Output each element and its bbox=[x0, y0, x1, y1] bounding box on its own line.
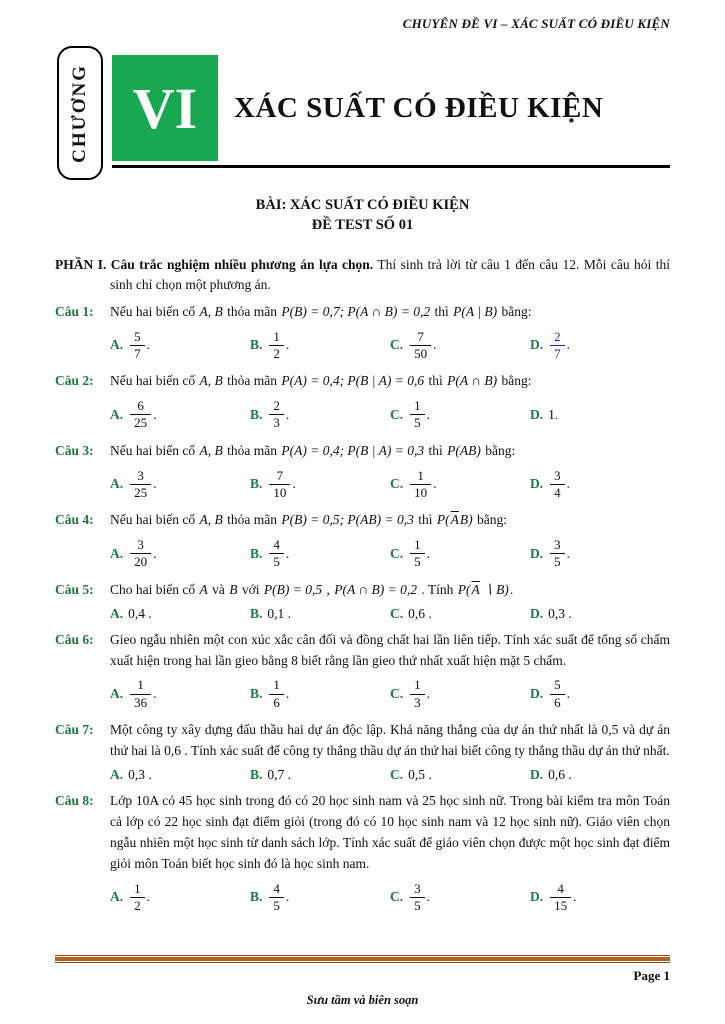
question-label: Câu 2: bbox=[55, 373, 94, 389]
chapter-banner bbox=[57, 46, 670, 180]
option-value bbox=[267, 880, 289, 916]
answer-option bbox=[110, 880, 250, 916]
option-label: B. bbox=[250, 605, 263, 621]
text-run: bằng: bbox=[473, 512, 508, 528]
fraction: $\frac{1}{36}$ bbox=[130, 678, 151, 710]
answer-option bbox=[110, 536, 250, 572]
option-label: C. bbox=[390, 476, 404, 492]
fraction: $\frac{1}{2}$ bbox=[269, 330, 284, 362]
text-run: Nếu hai biến cố bbox=[110, 303, 199, 319]
option-label: A. bbox=[110, 889, 124, 905]
answer-option bbox=[250, 676, 390, 712]
answer-option bbox=[390, 397, 530, 433]
fraction: $\frac{3}{5}$ bbox=[410, 882, 425, 914]
option-value bbox=[548, 407, 558, 423]
answer-option bbox=[530, 767, 670, 783]
answer-option bbox=[110, 676, 250, 712]
question-row bbox=[55, 371, 670, 433]
question-stem bbox=[110, 580, 670, 601]
answer-option bbox=[530, 328, 670, 364]
text-run: . bbox=[433, 337, 437, 353]
answer-option bbox=[250, 467, 390, 503]
answer-option bbox=[250, 606, 390, 622]
text-run: 0,6 . bbox=[548, 766, 572, 782]
lesson-subtitle bbox=[55, 196, 670, 235]
question-label: Câu 5: bbox=[55, 581, 94, 597]
title-underline bbox=[112, 165, 670, 168]
answer-option bbox=[390, 676, 530, 712]
chapter-label: CHƯƠNG bbox=[69, 63, 90, 163]
text-run: . bbox=[554, 406, 559, 422]
question-row bbox=[55, 580, 670, 622]
fraction: $\frac{5}{6}$ bbox=[550, 678, 565, 710]
option-value bbox=[128, 536, 156, 572]
footer-rule bbox=[55, 955, 670, 963]
text-run: . bbox=[426, 686, 430, 702]
math-expression: P(A) = 0,4; P(B | A) = 0,3 bbox=[281, 442, 425, 458]
text-run: thỏa mãn bbox=[223, 303, 281, 319]
answer-option bbox=[390, 536, 530, 572]
answer-option bbox=[530, 880, 670, 916]
option-label: C. bbox=[390, 889, 404, 905]
math-expression: A, B bbox=[199, 303, 223, 319]
text-run: . bbox=[146, 337, 150, 353]
option-label: C. bbox=[390, 605, 404, 621]
option-value bbox=[548, 328, 570, 364]
question-label: Câu 1: bbox=[55, 303, 94, 319]
text-run: 0,4 . bbox=[128, 605, 152, 621]
option-label: D. bbox=[530, 766, 544, 782]
answer-option bbox=[110, 328, 250, 364]
option-value bbox=[548, 606, 572, 622]
math-expression: A, B bbox=[199, 373, 223, 389]
option-value bbox=[548, 767, 572, 783]
question-row bbox=[55, 720, 670, 783]
answer-option bbox=[390, 767, 530, 783]
answer-option bbox=[250, 767, 390, 783]
option-value bbox=[128, 676, 156, 712]
math-expression: A, B bbox=[199, 512, 223, 528]
text-run: . bbox=[426, 406, 430, 422]
text-run: . bbox=[509, 581, 514, 597]
option-value bbox=[267, 467, 295, 503]
math-expression: P( bbox=[457, 581, 471, 597]
question-label: Câu 7: bbox=[55, 722, 94, 738]
text-run: với bbox=[238, 581, 263, 597]
option-value bbox=[548, 676, 570, 712]
math-expression: P(B) = 0,7; P(A ∩ B) = 0,2 bbox=[281, 303, 431, 319]
text-run: . bbox=[426, 889, 430, 905]
text-run: . bbox=[426, 545, 430, 561]
option-label: D. bbox=[530, 889, 544, 905]
option-label: C. bbox=[390, 545, 404, 561]
fraction: $\frac{4}{5}$ bbox=[269, 538, 284, 570]
option-value bbox=[408, 606, 432, 622]
math-expression: A, B bbox=[199, 442, 223, 458]
math-expression: P(AB) bbox=[447, 442, 481, 458]
text-run: 0,1 . bbox=[267, 605, 292, 621]
question-stem bbox=[110, 371, 670, 392]
fraction: $\frac{2}{3}$ bbox=[269, 399, 284, 431]
answer-option bbox=[390, 467, 530, 503]
fraction: $\frac{6}{25}$ bbox=[130, 399, 151, 431]
part-heading-bold: PHẦN I. Câu trắc nghiệm nhiều phương án lựa chọn. bbox=[55, 257, 374, 273]
text-run: . bbox=[566, 476, 570, 492]
fraction: $\frac{5}{7}$ bbox=[130, 330, 145, 362]
fraction: $\frac{1}{5}$ bbox=[410, 399, 425, 431]
answer-option bbox=[530, 407, 670, 423]
math-expression: P(B) = 0,5; P(AB) = 0,3 bbox=[281, 512, 414, 528]
banner-main bbox=[112, 46, 670, 168]
options-row bbox=[110, 880, 670, 916]
option-label: A. bbox=[110, 545, 124, 561]
fraction: $\frac{1}{3}$ bbox=[410, 678, 425, 710]
option-label: A. bbox=[110, 766, 124, 782]
option-value bbox=[267, 676, 289, 712]
option-label: A. bbox=[110, 476, 124, 492]
math-expression: B bbox=[229, 581, 238, 597]
option-value bbox=[408, 397, 430, 433]
answer-option bbox=[110, 767, 250, 783]
answer-option bbox=[390, 328, 530, 364]
option-value bbox=[128, 397, 156, 433]
option-label: D. bbox=[530, 337, 544, 353]
math-expression: P(A ∩ B) bbox=[447, 373, 498, 389]
answer-option bbox=[250, 328, 390, 364]
page-footer bbox=[55, 955, 670, 1008]
question-label: Câu 4: bbox=[55, 512, 94, 528]
answer-option bbox=[530, 606, 670, 622]
option-value bbox=[408, 676, 430, 712]
text-run: . bbox=[566, 686, 570, 702]
fraction: $\frac{1}{10}$ bbox=[410, 469, 431, 501]
text-run: . Tính bbox=[417, 581, 457, 597]
option-value bbox=[267, 536, 289, 572]
math-expression: P(A ∩ B) = 0,2 bbox=[334, 581, 417, 597]
option-value bbox=[408, 880, 430, 916]
option-value bbox=[408, 467, 436, 503]
text-run: . bbox=[285, 889, 290, 905]
text-run: . bbox=[153, 545, 157, 561]
option-label: B. bbox=[250, 545, 263, 561]
option-value bbox=[267, 767, 291, 783]
text-run: . bbox=[573, 889, 577, 905]
option-label: D. bbox=[530, 605, 544, 621]
option-value bbox=[408, 767, 432, 783]
text-run: . bbox=[153, 476, 157, 492]
answer-option bbox=[390, 880, 530, 916]
text-run: . bbox=[285, 337, 290, 353]
fraction: $\frac{3}{5}$ bbox=[550, 538, 565, 570]
option-label: D. bbox=[530, 545, 544, 561]
option-label: C. bbox=[390, 686, 404, 702]
test-number: ĐỀ TEST SỐ 01 bbox=[311, 216, 414, 233]
text-run: . bbox=[566, 337, 570, 353]
option-label: A. bbox=[110, 406, 124, 422]
option-label: B. bbox=[250, 476, 263, 492]
option-value bbox=[128, 467, 156, 503]
question-row bbox=[55, 302, 670, 364]
option-value bbox=[548, 880, 576, 916]
option-value bbox=[128, 328, 150, 364]
option-value bbox=[267, 328, 289, 364]
answer-option bbox=[110, 467, 250, 503]
question-label: Câu 8: bbox=[55, 792, 94, 808]
fraction: $\frac{7}{50}$ bbox=[410, 330, 431, 362]
option-label: B. bbox=[250, 337, 263, 353]
math-expression: P(A) = 0,4; P(B | A) = 0,6 bbox=[281, 373, 425, 389]
text-run: , bbox=[323, 581, 334, 597]
text-run: Nếu hai biến cố bbox=[110, 512, 199, 528]
text-run: Gieo ngẫu nhiên một con xúc xắc cân đối và đồng chất hai lần liên tiếp. Tính xác suất để tổng số chấm xuất hiện trong hai lần gieo bằng 8 biết rằng lần gieo thứ nhất xuất hiện mặt 5 chấm. bbox=[110, 631, 670, 668]
option-value bbox=[548, 536, 570, 572]
option-value bbox=[408, 328, 436, 364]
answer-option bbox=[110, 397, 250, 433]
text-run: . bbox=[292, 476, 296, 492]
text-run: 1 bbox=[548, 406, 555, 422]
text-run: thì bbox=[425, 373, 447, 389]
option-value bbox=[128, 767, 152, 783]
options-row bbox=[110, 536, 670, 572]
option-label: B. bbox=[250, 889, 263, 905]
option-label: B. bbox=[250, 686, 263, 702]
answer-option bbox=[250, 880, 390, 916]
option-label: D. bbox=[530, 476, 544, 492]
text-run: Cho hai biến cố bbox=[110, 581, 199, 597]
options-row bbox=[110, 606, 670, 622]
text-run: . bbox=[566, 545, 570, 561]
text-run: . bbox=[433, 476, 437, 492]
text-run: Lớp 10A có 45 học sinh trong đó có 20 học sinh nam và 25 học sinh nữ. Trong bài kiểm tra môn Toán cả lớp có 22 học sinh đạt điểm giỏi (trong đó có 10 học sinh nam và 12 học sinh nữ). Giáo viên chọn ngẫu nhiên một học sinh từ danh sách lớp. Tính xác suất để giáo viên chọn được một học sinh đạt điểm giỏi môn Toán biết học sinh đó là học sinh nam. bbox=[110, 792, 670, 871]
running-header: CHUYÊN ĐỀ VI – XÁC SUẤT CÓ ĐIỀU KIỆN bbox=[402, 16, 670, 31]
options-row bbox=[110, 397, 670, 433]
math-expression: A bbox=[199, 581, 208, 597]
option-value bbox=[408, 536, 430, 572]
answer-option bbox=[530, 536, 670, 572]
fraction: $\frac{3}{4}$ bbox=[550, 469, 565, 501]
option-label: A. bbox=[110, 337, 124, 353]
credit-line: Sưu tầm và biên soạn bbox=[306, 993, 419, 1007]
question-label: Câu 6: bbox=[55, 631, 94, 647]
option-label: C. bbox=[390, 337, 404, 353]
fraction: $\frac{3}{25}$ bbox=[130, 469, 151, 501]
fraction: $\frac{3}{20}$ bbox=[130, 538, 151, 570]
question-stem bbox=[110, 510, 670, 531]
math-expression: P(A | B) bbox=[453, 303, 498, 319]
text-run: . bbox=[285, 686, 290, 702]
fraction: $\frac{1}{6}$ bbox=[269, 678, 284, 710]
question-stem bbox=[110, 720, 670, 762]
option-label: C. bbox=[390, 406, 404, 422]
options-row bbox=[110, 676, 670, 712]
question-row bbox=[55, 441, 670, 503]
text-run: Một công ty xây dựng đấu thầu hai dự án độc lập. Khả năng thắng của dự án thứ nhất là 0,5 và dự án thứ hai là 0,6 . Tính xác suất để công ty thắng thầu dự án thứ hai biết công ty thắng thầu dự án thứ nhất. bbox=[110, 722, 670, 758]
question-stem bbox=[110, 302, 670, 323]
question-row bbox=[55, 510, 670, 572]
text-run: thỏa mãn bbox=[223, 512, 281, 528]
text-run: Nếu hai biến cố bbox=[110, 442, 199, 458]
text-run: thỏa mãn bbox=[223, 442, 281, 458]
answer-option bbox=[390, 606, 530, 622]
answer-option bbox=[530, 467, 670, 503]
options-row bbox=[110, 328, 670, 364]
fraction: $\frac{4}{15}$ bbox=[550, 882, 571, 914]
overline-math: $\overline{A}$ bbox=[450, 512, 459, 528]
option-label: D. bbox=[530, 406, 544, 422]
option-value bbox=[548, 467, 570, 503]
chapter-number-badge: VI bbox=[112, 55, 218, 161]
question-stem bbox=[110, 441, 670, 462]
text-run: . bbox=[153, 406, 157, 422]
option-label: C. bbox=[390, 766, 404, 782]
question-list bbox=[55, 302, 670, 916]
option-value bbox=[267, 606, 291, 622]
math-expression: P( bbox=[436, 512, 450, 528]
question-label: Câu 3: bbox=[55, 442, 94, 458]
option-label: B. bbox=[250, 406, 263, 422]
text-run: 0,7 . bbox=[267, 766, 292, 782]
question-stem bbox=[110, 791, 670, 875]
page-number: Page 1 bbox=[633, 968, 670, 983]
option-label: A. bbox=[110, 605, 124, 621]
text-run: bằng: bbox=[481, 442, 516, 458]
text-run: . bbox=[153, 686, 157, 702]
option-label: D. bbox=[530, 686, 544, 702]
option-value bbox=[128, 606, 152, 622]
text-run: . bbox=[285, 545, 290, 561]
question-stem bbox=[110, 630, 670, 672]
text-run: thì bbox=[414, 512, 436, 528]
fraction: $\frac{1}{5}$ bbox=[410, 538, 425, 570]
question-row bbox=[55, 630, 670, 712]
text-run: bằng: bbox=[498, 373, 532, 389]
fraction: $\frac{2}{7}$ bbox=[550, 330, 565, 362]
text-run: Nếu hai biến cố bbox=[110, 373, 199, 389]
fraction: $\frac{4}{5}$ bbox=[269, 882, 284, 914]
option-label: B. bbox=[250, 766, 263, 782]
answer-option bbox=[530, 676, 670, 712]
part-heading-rest: Thí sinh trả lời từ câu 1 đến câu 12. Mỗi câu hỏi thí sinh chỉ chọn một phương án. bbox=[110, 257, 671, 293]
chapter-box bbox=[57, 46, 103, 180]
text-run: . bbox=[146, 889, 150, 905]
answer-option bbox=[110, 606, 250, 622]
text-run: thì bbox=[425, 442, 447, 458]
question-row bbox=[55, 791, 670, 915]
overline-math: $\overline{A}$ bbox=[471, 581, 480, 597]
page-title: XÁC SUẤT CÓ ĐIỀU KIỆN bbox=[234, 91, 604, 124]
text-run: 0,3 . bbox=[128, 766, 152, 782]
options-row bbox=[110, 467, 670, 503]
text-run: 0,3 . bbox=[548, 605, 572, 621]
text-run: 0,6 . bbox=[408, 605, 432, 621]
math-expression: ∖ B) bbox=[480, 581, 509, 597]
part-heading bbox=[55, 255, 670, 296]
math-expression: P(B) = 0,5 bbox=[263, 581, 323, 597]
text-run: thì bbox=[431, 303, 453, 319]
options-row bbox=[110, 767, 670, 783]
text-run: thỏa mãn bbox=[223, 373, 281, 389]
fraction: $\frac{7}{10}$ bbox=[269, 469, 290, 501]
text-run: bằng: bbox=[498, 303, 532, 319]
option-value bbox=[267, 397, 289, 433]
fraction: $\frac{1}{2}$ bbox=[130, 882, 145, 914]
math-expression: B) bbox=[459, 512, 473, 528]
answer-option bbox=[250, 397, 390, 433]
answer-option bbox=[250, 536, 390, 572]
lesson-title: BÀI: XÁC SUẤT CÓ ĐIỀU KIỆN bbox=[255, 197, 470, 213]
text-run: . bbox=[285, 406, 290, 422]
option-value bbox=[128, 880, 150, 916]
option-label: A. bbox=[110, 686, 124, 702]
text-run: và bbox=[208, 581, 229, 597]
text-run: 0,5 . bbox=[408, 766, 432, 782]
